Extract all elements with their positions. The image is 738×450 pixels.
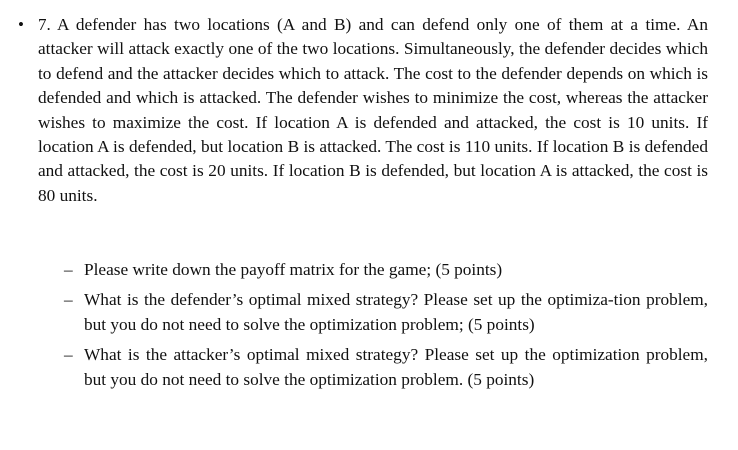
subquestion-text: Please write down the payoff matrix for the game; (5 points) [84,260,503,279]
subquestion-text: What is the attacker’s optimal mixed strategy? Please set up the optimization problem, but you do not need to solve the optimization problem. (5 points) [84,345,708,389]
subquestion-1 [66,258,708,282]
statement-text: A defender has two locations (A and B) and can defend only one of them at a time. An attacker will attack exactly one of the two locations. Simultaneously, the defender decides which to defend and the attacker decides which to attack. The cost to the defender depends on which is defended and which is attacked. The defender wishes to minimize the cost, whereas the attacker wishes to maximize the cost. If location A is defended and attacked, the cost is 10 units. If location A is defended, but location B is attacked. The cost is 110 units. If location B is defended and attacked, the cost is 20 units. If location B is defended, but location A is attacked, the cost is 80 units. [38,15,708,205]
subquestion-3 [66,343,708,392]
problem-number: 7. [38,15,51,34]
dash-marker: – [64,345,73,365]
dash-marker: – [64,290,73,310]
subquestion-list [66,258,708,398]
problem-statement [38,13,708,208]
subquestion-2 [66,288,708,337]
bullet-marker: • [18,15,24,34]
subquestion-text: What is the defender’s optimal mixed strategy? Please set up the optimiza-tion problem, but you do not need to solve the optimization problem; (5 points) [84,290,708,334]
dash-marker: – [64,260,73,279]
